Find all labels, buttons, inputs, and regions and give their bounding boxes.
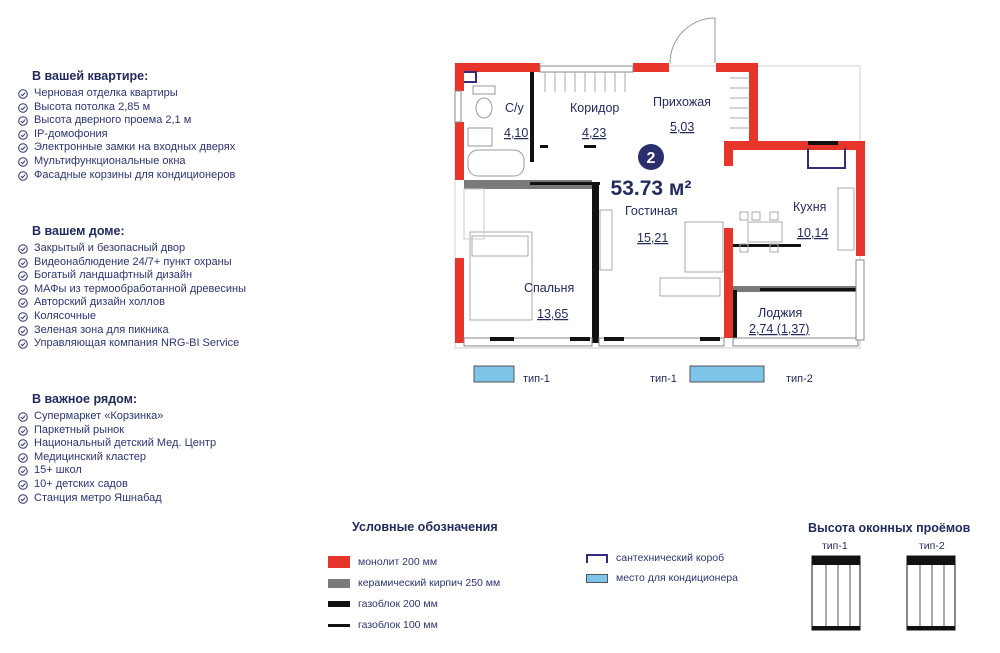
room-name-loggia: Лоджия (758, 306, 803, 320)
feature-item-label: Высота дверного проема 2,1 м (34, 114, 192, 127)
feature-item-label: Авторский дизайн холлов (34, 296, 165, 309)
legend-swatch (586, 554, 608, 563)
window-height-type2 (907, 540, 955, 630)
room-name-corridor: Коридор (570, 101, 620, 115)
apartment-features-title: В вашей квартире: (32, 69, 149, 83)
feature-item-label: Медицинский кластер (34, 450, 147, 463)
svg-text:тип-2: тип-2 (786, 373, 813, 385)
legend-swatch (328, 624, 350, 627)
feature-item-label: Супермаркет «Корзинка» (34, 410, 164, 422)
feature-item-label: Зеленая зона для пикника (34, 323, 169, 336)
room-area-corridor: 4,23 (582, 126, 607, 140)
room-area-kitchen: 10,14 (797, 226, 829, 240)
room-name-kitchen: Кухня (793, 200, 827, 214)
feature-item-label: Станция метро Яшнабад (34, 491, 162, 504)
kitchen-table (740, 188, 854, 252)
room-name-bedroom: Спальня (524, 281, 575, 295)
feature-item-label: Национальный детский Мед. Центр (34, 437, 217, 450)
window-height-type1 (812, 540, 860, 630)
legend-gasblock-100: газоблок 100 мм (328, 619, 438, 631)
legend-title: Условные обозначения (352, 520, 498, 534)
legend-monolith: монолит 200 мм (328, 556, 437, 568)
svg-text:тип-1: тип-1 (523, 373, 550, 385)
legend-swatch (328, 601, 350, 607)
feature-item-label: IP-домофония (34, 127, 108, 140)
feature-item-label: 10+ детских садов (34, 477, 128, 490)
legend-brick: керамический кирпич 250 мм (328, 577, 500, 589)
nearby-features-title: В важное рядом: (32, 392, 138, 406)
feature-item-label: Высота потолка 2,85 м (34, 100, 151, 113)
legend-ac-place: место для кондиционера (586, 572, 738, 584)
legend-gasblock-200: газоблок 200 мм (328, 598, 438, 610)
legend-swatch (586, 574, 608, 583)
feature-item-label: МАФы из термообработанной древесины (34, 282, 246, 295)
house-features-title: В вашем доме: (32, 224, 125, 238)
feature-item-label: Богатый ландшафтный дизайн (34, 269, 193, 282)
feature-item-label: Электронные замки на входных дверях (34, 141, 236, 154)
room-name-living: Гостиная (625, 204, 678, 218)
legend-swatch (328, 556, 350, 568)
svg-text:тип-1: тип-1 (822, 540, 848, 552)
feature-item-label: 15+ школ (34, 464, 82, 477)
legend-sanitary-box: сантехнический короб (586, 552, 724, 564)
feature-item-label: Видеонаблюдение 24/7+ пункт охраны (34, 255, 232, 268)
window-type-labels (523, 373, 813, 385)
svg-text:тип-1: тип-1 (650, 373, 677, 385)
ac-places (474, 366, 764, 382)
legend-swatch (328, 579, 350, 588)
room-area-loggia: 2,74 (1,37) (749, 322, 810, 336)
room-area-hallway: 5,03 (670, 120, 695, 134)
entrance-door (670, 18, 715, 63)
total-area: 53.73 м² (610, 177, 692, 200)
room-area-bedroom: 13,65 (537, 307, 569, 321)
feature-item-label: Паркетный рынок (34, 423, 125, 436)
window-heights-title: Высота оконных проёмов (808, 521, 971, 535)
room-name-hallway: Прихожая (653, 95, 711, 109)
feature-item-label: Закрытый и безопасный двор (34, 242, 186, 254)
feature-item-label: Мультифункциональные окна (34, 154, 186, 167)
feature-item-label: Колясочные (34, 309, 96, 322)
feature-item-label: Управляющая компания NRG-BI Service (34, 337, 240, 350)
room-area-bathroom: 4,10 (504, 126, 529, 140)
room-area-living: 15,21 (637, 231, 669, 245)
svg-text:тип-2: тип-2 (919, 540, 945, 552)
room-name-bathroom: С/у (505, 101, 524, 115)
feature-item-label: Черновая отделка квартиры (34, 87, 178, 99)
rooms-count: 2 (646, 150, 656, 167)
feature-item-label: Фасадные корзины для кондиционеров (34, 168, 236, 181)
